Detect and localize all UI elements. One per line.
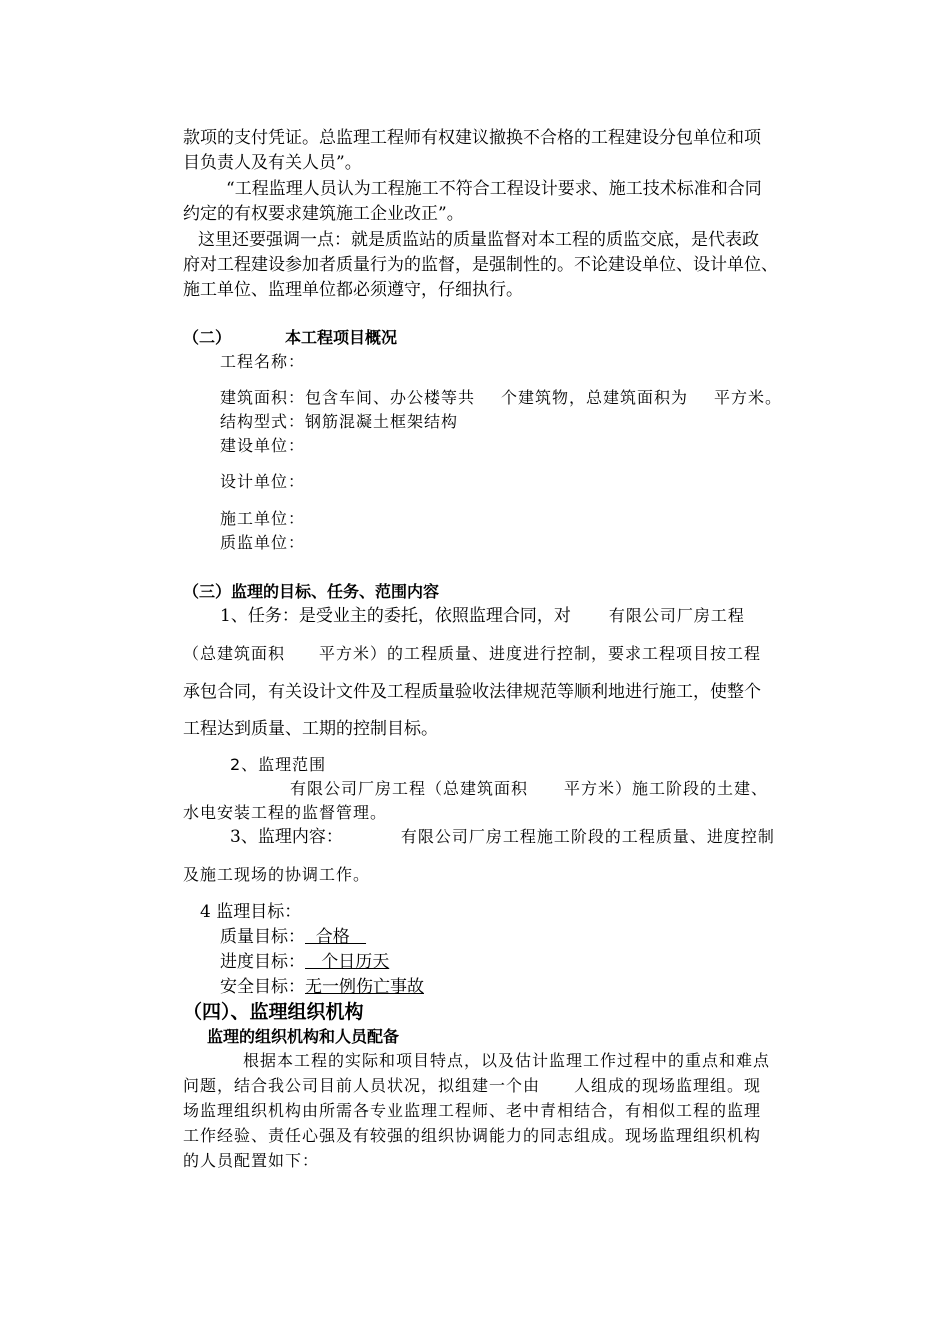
org-para-line-4: 工作经验、责任心强及有较强的组织协调能力的同志组成。现场监理组织机构 [183, 1126, 762, 1145]
org-para-line-2-a: 问题，结合我公司目前人员状况，拟组建一个由 [183, 1076, 541, 1095]
org-para-line-1: 根据本工程的实际和项目特点，以及估计监理工作过程中的重点和难点 [243, 1051, 771, 1070]
schedule-goal-label: 进度目标： [220, 952, 305, 972]
intro-line-5: 这里还要强调一点：就是质监站的质量监督对本工程的质监交底，是代表政 [198, 230, 759, 250]
area-part-b: 个建筑物，总建筑面积为 [501, 388, 689, 407]
task-part-b: 有限公司厂房工程 [608, 606, 745, 625]
goals-title: 4 监理目标： [200, 902, 302, 922]
task-line-2 [183, 643, 761, 665]
task-line-2-a: （总建筑面积 [183, 644, 286, 663]
area-part-c: 平方米。 [714, 388, 783, 407]
section-4-heading: （四）、监理组织机构 [183, 1001, 364, 1023]
intro-line-1: 款项的支付凭证。总监理工程师有权建议撤换不合格的工程建设分包单位和项 [183, 128, 761, 148]
quality-goal-value: 合格 [305, 927, 367, 947]
quality-goal [220, 926, 366, 948]
schedule-goal-value: 个日历天 [305, 952, 390, 972]
org-para-line-3: 场监理组织机构由所需各专业监理工程师、老中青相结合，有相似工程的监理 [183, 1101, 762, 1120]
content-line-2: 及施工现场的协调工作。 [183, 865, 371, 884]
section-2-number: （二） [183, 328, 232, 347]
area-line [220, 387, 782, 409]
intro-line-6: 府对工程建设参加者质量行为的监督，是强制性的。不论建设单位、设计单位、 [183, 255, 778, 275]
content-line-1 [230, 826, 775, 848]
intro-line-4: 约定的有权要求建筑施工企业改正”。 [183, 204, 464, 224]
intro-line-2: 目负责人及有关人员”。 [183, 153, 362, 173]
task-part-a: 1、任务：是受业主的委托，依照监理合同，对 [220, 606, 571, 626]
org-para-line-2-b: 人组成的现场监理组。现 [574, 1076, 762, 1095]
task-line-2-b: 平方米）的工程质量、进度进行控制，要求工程项目按工程 [319, 644, 762, 663]
safety-goal [220, 976, 424, 998]
intro-line-3: “工程监理人员认为工程施工不符合工程设计要求、施工技术标准和合同 [226, 179, 762, 199]
section-4-subheading: 监理的组织机构和人员配备 [207, 1027, 400, 1046]
scope-line-1 [290, 778, 768, 800]
scope-line-2: 水电安装工程的监督管理。 [183, 803, 388, 822]
content-part-a: 3、监理内容： [230, 827, 343, 847]
safety-goal-value: 无一例伤亡事故 [305, 977, 424, 997]
structure-line: 结构型式：钢筋混凝土框架结构 [220, 412, 459, 431]
quality-station-label: 质监单位： [220, 533, 306, 552]
project-name-label: 工程名称： [220, 352, 306, 371]
intro-line-7: 施工单位、监理单位都必须遵守，仔细执行。 [183, 280, 523, 300]
contractor-label: 施工单位： [220, 509, 306, 528]
section-2-title: 本工程项目概况 [285, 328, 398, 347]
designer-label: 设计单位： [220, 472, 306, 491]
scope-title: 2、监理范围 [230, 755, 327, 774]
schedule-goal [220, 951, 389, 973]
org-para-line-2 [183, 1075, 761, 1097]
org-para-line-5: 的人员配置如下： [183, 1151, 320, 1170]
scope-line-1-b: 平方米）施工阶段的土建、 [564, 779, 769, 798]
task-line-1 [220, 605, 745, 627]
section-3-heading: （三）监理的目标、任务、范围内容 [183, 582, 440, 601]
safety-goal-label: 安全目标： [220, 977, 305, 997]
area-part-a: 建筑面积：包含车间、办公楼等共 [220, 388, 476, 407]
content-part-b: 有限公司厂房工程施工阶段的工程质量、进度控制 [400, 827, 775, 846]
scope-line-1-a: 有限公司厂房工程（总建筑面积 [290, 779, 529, 798]
task-line-4: 工程达到质量、工期的控制目标。 [183, 719, 438, 739]
owner-label: 建设单位： [220, 436, 306, 455]
task-line-3: 承包合同，有关设计文件及工程质量验收法律规范等顺利地进行施工，使整个 [183, 682, 761, 702]
quality-goal-label: 质量目标： [220, 927, 305, 947]
